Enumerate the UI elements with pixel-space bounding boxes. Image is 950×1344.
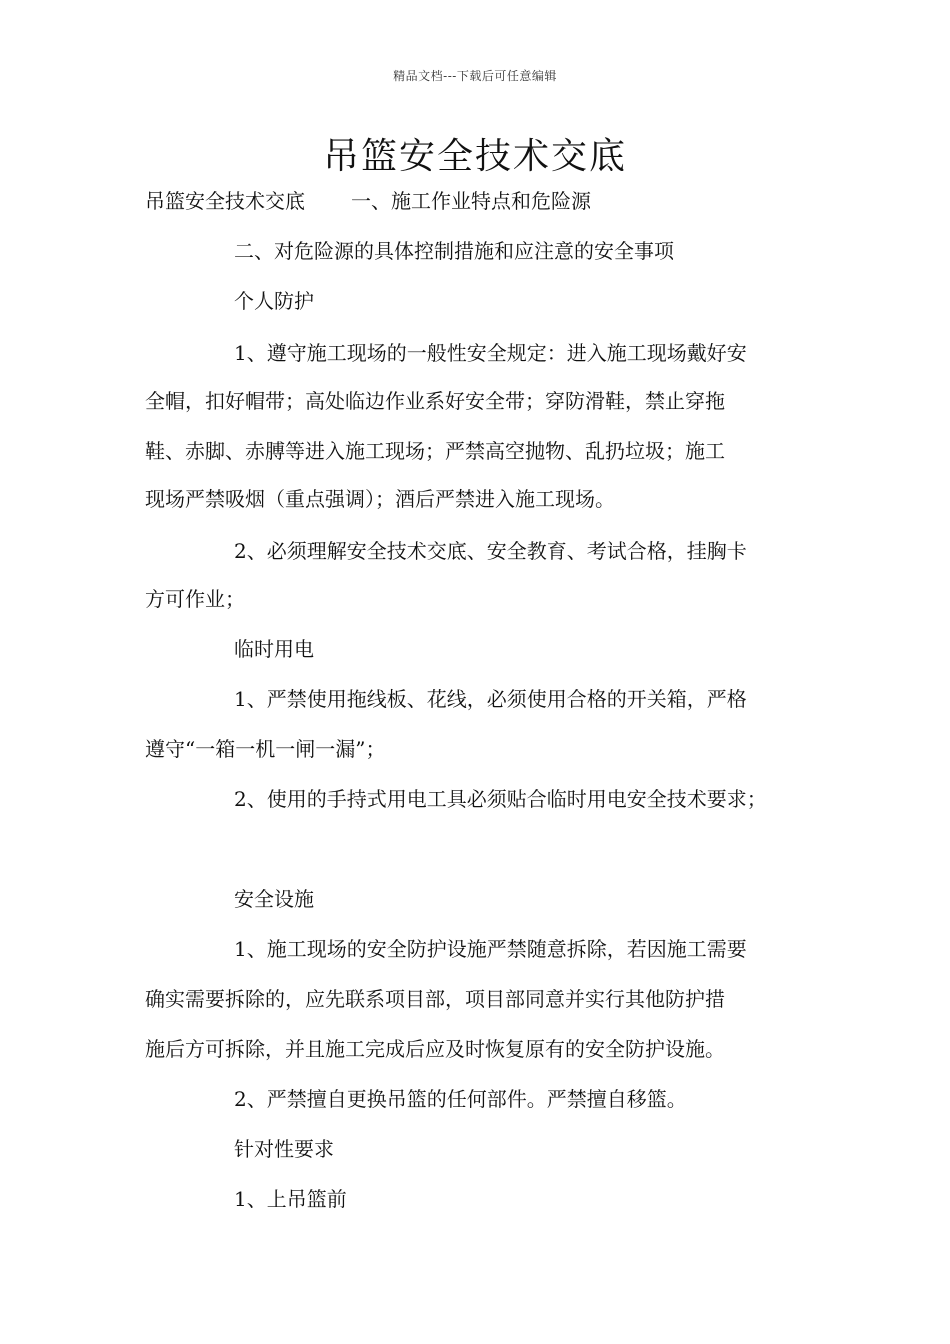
paragraph-line: 遵守“一箱一机一闸一漏”； — [145, 737, 386, 761]
paragraph-line: 1、遵守施工现场的一般性安全规定：进入施工现场戴好安 — [234, 341, 747, 365]
paragraph-line: 2、使用的手持式用电工具必须贴合临时用电安全技术要求； — [234, 787, 767, 811]
intro-text: 吊篮安全技术交底 — [145, 189, 305, 213]
intro-line — [145, 188, 591, 214]
paragraph-line: 2、必须理解安全技术交底、安全教育、考试合格，挂胸卡 — [234, 539, 747, 563]
section-one-heading: 一、施工作业特点和危险源 — [351, 189, 591, 213]
paragraph-line: 1、严禁使用拖线板、花线，必须使用合格的开关箱，严格 — [234, 687, 747, 711]
paragraph-line: 确实需要拆除的，应先联系项目部，项目部同意并实行其他防护措 — [145, 987, 725, 1011]
paragraph-line: 全帽，扣好帽带；高处临边作业系好安全带；穿防滑鞋，禁止穿拖 — [145, 389, 725, 413]
header-note: 精品文档---下载后可任意编辑 — [393, 69, 557, 83]
paragraph-line: 施后方可拆除，并且施工完成后应及时恢复原有的安全防护设施。 — [145, 1037, 725, 1061]
paragraph-line: 鞋、赤脚、赤膊等进入施工现场；严禁高空抛物、乱扔垃圾；施工 — [145, 439, 725, 463]
paragraph-line: 方可作业； — [145, 587, 245, 611]
subheading-specific-requirements: 针对性要求 — [234, 1137, 334, 1161]
section-two-heading: 二、对危险源的具体控制措施和应注意的安全事项 — [234, 239, 674, 263]
paragraph-line: 1、施工现场的安全防护设施严禁随意拆除，若因施工需要 — [234, 937, 747, 961]
subheading-temporary-power: 临时用电 — [234, 637, 314, 661]
paragraph-line: 现场严禁吸烟（重点强调）；酒后严禁进入施工现场。 — [145, 487, 615, 511]
subheading-safety-facilities: 安全设施 — [234, 887, 314, 911]
paragraph-line: 2、严禁擅自更换吊篮的任何部件。严禁擅自移篮。 — [234, 1087, 687, 1111]
subheading-personal-protection: 个人防护 — [234, 289, 314, 313]
paragraph-line: 1、上吊篮前 — [234, 1187, 347, 1211]
document-title: 吊篮安全技术交底 — [322, 136, 627, 177]
